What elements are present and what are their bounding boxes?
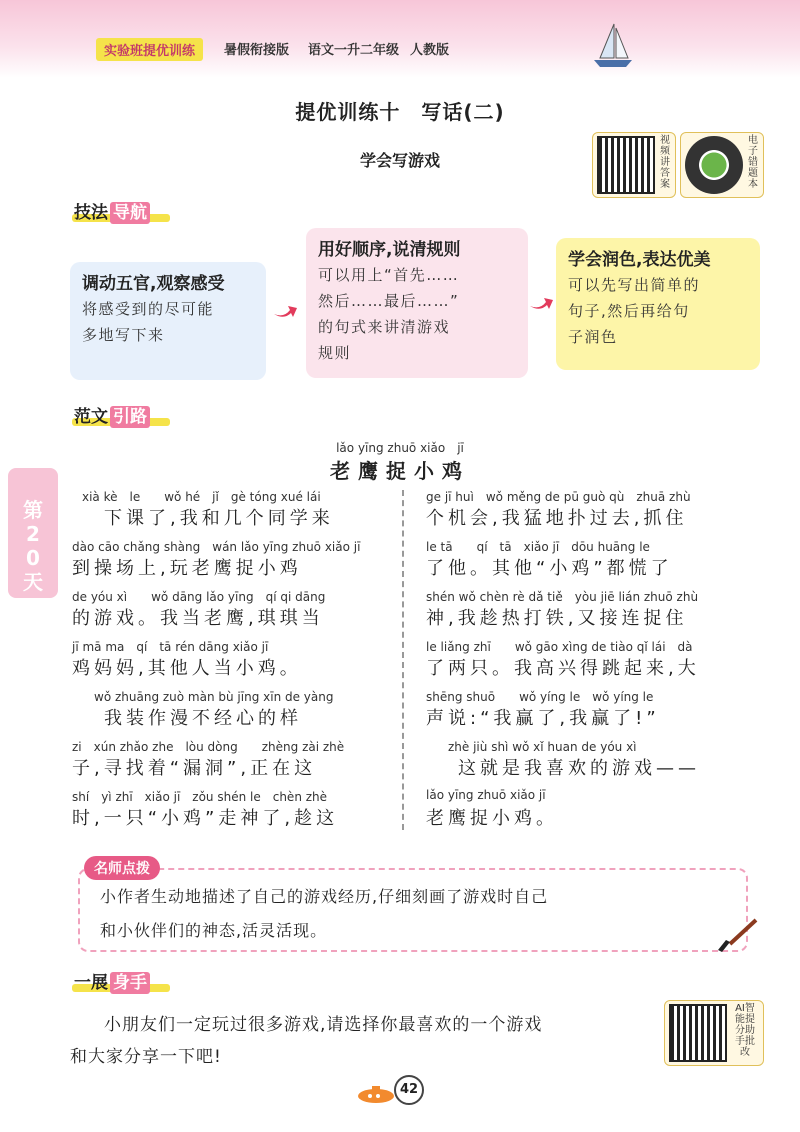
qr-video-label: 视频讲答案: [660, 135, 670, 190]
tip-line: 可以先写出简单的: [568, 276, 701, 294]
sample-section-header: [74, 402, 150, 427]
video-qr-card[interactable]: [592, 132, 676, 198]
day-tab: [8, 468, 58, 598]
story-text-line: 的游戏。我当老鹰,琪琪当: [72, 608, 324, 629]
story-text-line: 了他。其他“小鸡”都慌了: [426, 558, 673, 579]
story-text-line: 子,寻找着“漏洞”,正在这: [72, 758, 317, 779]
error-book-qr-card[interactable]: [680, 132, 764, 198]
qr-error-label: 电子错题本: [748, 135, 758, 190]
story-title: 老鹰捉小鸡: [330, 459, 470, 483]
story-pinyin-line: dào cāo chǎng shàng wán lǎo yīng zhuō xiǎo jī: [72, 540, 361, 554]
comment-line: 小作者生动地描述了自己的游戏经历,仔细刻画了游戏时自己: [100, 887, 549, 906]
sailboat-icon: [588, 20, 638, 70]
tip-line: 可以用上“首先……: [318, 266, 460, 284]
edition-label: 暑假衔接版: [224, 43, 290, 58]
story-text-line: 这就是我喜欢的游戏——: [436, 758, 700, 779]
page-title: 提优训练十 写话(二): [295, 100, 505, 124]
page-number: 42: [394, 1075, 424, 1105]
column-divider: [402, 490, 404, 830]
story-pinyin-line: ge jī huì wǒ měng de pū guò qù zhuā zhù: [426, 490, 691, 504]
story-pinyin-line: zhè jiù shì wǒ xǐ huan de yóu xì: [436, 740, 637, 754]
story-pinyin-line: jī mā ma qí tā rén dāng xiǎo jī: [72, 640, 269, 654]
subject-label: 语文一升二年级: [308, 43, 400, 58]
tip-title: 用好顺序,说清规则: [318, 240, 461, 260]
story-text-line: 到操场上,玩老鹰捉小鸡: [72, 558, 302, 579]
story-pinyin-line: shén wǒ chèn rè dǎ tiě yòu jiē lián zhuō zhù: [426, 590, 699, 604]
tip-line: 的句式来讲清游戏: [318, 318, 451, 336]
tips-section-highlight: 导航: [110, 202, 150, 224]
practice-section-highlight: 身手: [110, 972, 150, 994]
story-pinyin-line: shí yì zhī xiǎo jī zǒu shén le chèn zhè: [72, 790, 328, 804]
series-tag: 实验班提优训练: [96, 38, 203, 61]
comment-line: 和小伙伴们的神态,活灵活现。: [100, 921, 328, 940]
story-text-line: 鸡妈妈,其他人当小鸡。: [72, 658, 302, 679]
story-text-line: 我装作漫不经心的样: [82, 708, 302, 729]
story-pinyin-line: le liǎng zhī wǒ gāo xìng de tiào qǐ lái dà: [426, 640, 693, 654]
tip-card-order: [306, 228, 528, 378]
story-text-line: 神,我趁热打铁,又接连捉住: [426, 608, 688, 629]
sample-section-highlight: 引路: [110, 406, 150, 428]
story-pinyin-line: de yóu xì wǒ dāng lǎo yīng qí qi dāng: [72, 590, 326, 604]
story-pinyin-line: shēng shuō wǒ yíng le wǒ yíng le: [426, 690, 654, 704]
tips-section-prefix: 技法: [74, 203, 108, 223]
story-title-pinyin: lǎo yīng zhuō xiǎo jī: [336, 441, 464, 455]
practice-section-prefix: 一展: [74, 973, 108, 993]
story-text-line: 老鹰捉小鸡。: [426, 808, 558, 829]
tip-title: 调动五官,观察感受: [82, 274, 225, 294]
practice-section-header: [74, 968, 150, 993]
tip-line: 子润色: [568, 328, 618, 346]
brush-icon: [716, 918, 758, 954]
tip-line: 将感受到的尽可能: [82, 300, 215, 318]
mini-program-code-icon: [685, 136, 743, 194]
tip-card-polish: [556, 238, 760, 370]
qr-ai-label: AI智能提分助手批改: [735, 1003, 755, 1058]
tip-line: 然后……最后……”: [318, 292, 460, 310]
story-text-line: 了两只。我高兴得跳起来,大: [426, 658, 700, 679]
page-subtitle: 学会写游戏: [359, 151, 440, 170]
arrow-right-icon: [528, 294, 554, 312]
arrow-right-icon: [272, 302, 298, 320]
story-pinyin-line: wǒ zhuāng zuò màn bù jīng xīn de yàng: [82, 690, 334, 704]
submarine-icon: [354, 1082, 398, 1104]
story-text-line: 声说:“我赢了,我赢了!”: [426, 708, 660, 729]
story-text-line: 时,一只“小鸡”走神了,趁这: [72, 808, 339, 829]
task-line: 和大家分享一下吧!: [70, 1047, 222, 1067]
day-tab-label: 第20天: [23, 498, 43, 594]
tip-card-observe: [70, 262, 266, 380]
story-pinyin-line: lǎo yīng zhuō xiǎo jī: [426, 788, 546, 802]
teacher-comment-tag: 名师点拨: [84, 856, 160, 880]
story-text-line: 个机会,我猛地扑过去,抓住: [426, 508, 688, 529]
tip-line: 句子,然后再给句: [568, 302, 690, 320]
tip-line: 多地写下来: [82, 326, 165, 344]
tips-section-header: [74, 198, 150, 223]
qr-code-icon: [669, 1004, 727, 1062]
story-text-line: 下课了,我和几个同学来: [82, 508, 334, 529]
tip-line: 规则: [318, 344, 352, 362]
ai-assistant-qr-card[interactable]: [664, 1000, 764, 1066]
story-pinyin-line: le tā qí tā xiǎo jī dōu huāng le: [426, 540, 650, 554]
story-pinyin-line: xià kè le wǒ hé jǐ gè tóng xué lái: [82, 490, 321, 504]
task-line: 小朋友们一定玩过很多游戏,请选择你最喜欢的一个游戏: [104, 1015, 543, 1035]
publisher-label: 人教版: [410, 43, 450, 58]
qr-code-icon: [597, 136, 655, 194]
sample-section-prefix: 范文: [74, 407, 108, 427]
tip-title: 学会润色,表达优美: [568, 250, 711, 270]
story-pinyin-line: zi xún zhǎo zhe lòu dòng zhèng zài zhè: [72, 740, 345, 754]
